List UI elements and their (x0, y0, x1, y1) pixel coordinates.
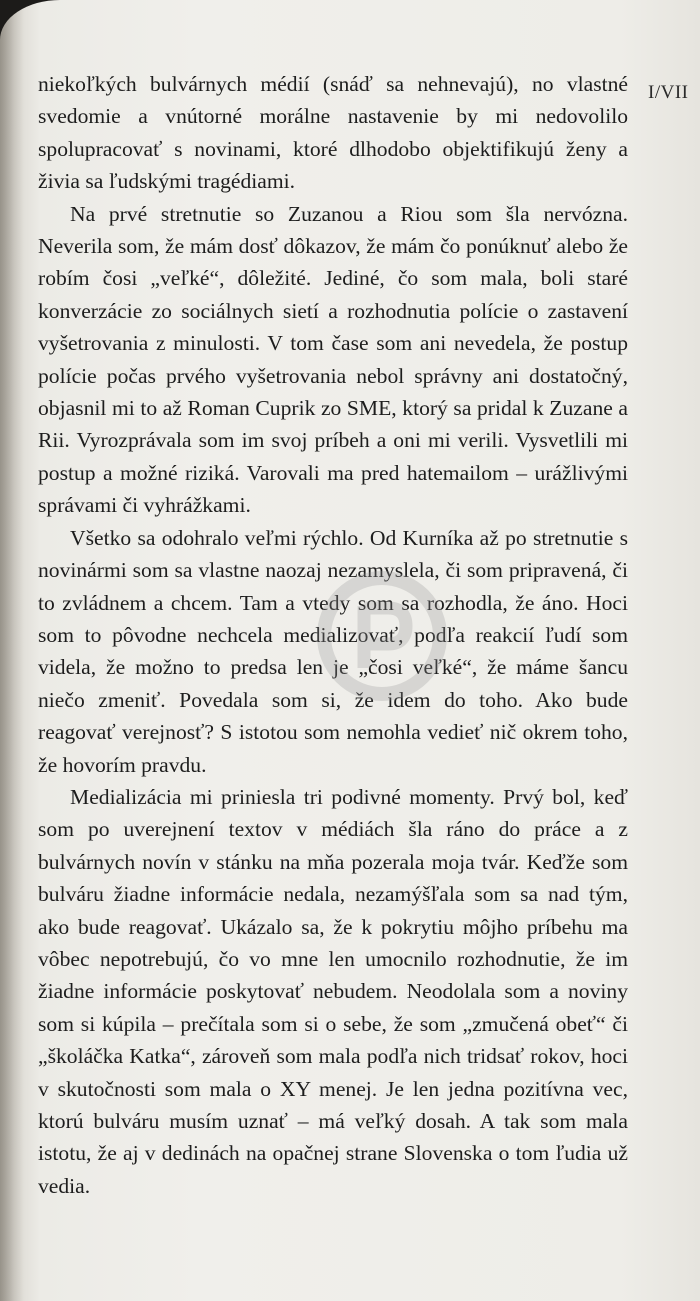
paragraph-2: Na prvé stretnutie so Zuzanou a Riou som šla nervózna. Neverila som, že mám dosť dôkazov, že mám čo ponúknuť alebo že robím čosi „veľké“, dôležité. Jediné, čo som mala, boli staré konverzácie zo sociálnych sietí a rozhodnutia polície o zastavení vyšetrovania z minulosti. V tom čase som ani nevedela, že postup polície počas prvého vyšetrovania nebol správny ani dostatočný, objasnil mi to až Roman Cuprik zo SME, ktorý sa pridal k Zuzane a Rii. Vyrozprávala som im svoj príbeh a oni mi verili. Vysvetlili mi postup a možné riziká. Varovali ma pred hatemailom – urážlivými správami či vyhrážkami. (38, 201, 628, 518)
paragraph-3: Všetko sa odohralo veľmi rýchlo. Od Kurníka až po stretnutie s novinármi som sa vlastne naozaj nezamyslela, či som pripravená, či to zvládnem a chcem. Tam a vtedy som sa rozhodla, že áno. Hoci som to pôvodne nechcela medializovať, podľa reakcií ľudí som videla, že možno to predsa len je „čosi veľké“, že máme šancu niečo zmeniť. Povedala som si, že idem do toho. Ako bude reagovať verejnosť? S istotou som nemohla vedieť nič okrem toho, že hovorím pravdu. (38, 525, 628, 777)
paragraph-4: Medializácia mi priniesla tri podivné momenty. Prvý bol, keď som po uverejnení textov v médiách šla ráno do práce a z bulvárnych novín v stánku na mňa pozerala moja tvár. Keďže som bulváru žiadne informácie nedala, nezamýšľala som sa nad tým, ako bude reagovať. Ukázalo sa, že k pokrytiu môjho príbehu ma vôbec nepotrebujú, čo vo mne len umocnilo rozhodnutie, že im žiadne informácie poskytovať nebudem. Neodolala som a noviny som si kúpila – prečítala som si o sebe, že som „zmučená obeť“ či „školáčka Katka“, zároveň som mala podľa nich tridsať rokov, hoci v skutočnosti som mala o XY menej. Je len jedna pozitívna vec, ktorú bulváru musím uznať – má veľký dosah. A tak som mala istotu, že aj v dedinách na opačnej strane Slovenska o tom ľudia už vedia. (38, 784, 628, 1198)
page-gutter-shadow (0, 0, 24, 1301)
body-text (38, 68, 628, 1202)
section-marker: I/VII (648, 82, 689, 103)
paragraph-1: niekoľkých bulvárnych médií (snáď sa nehnevajú), no vlastné svedomie a vnútorné morálne nastavenie by mi nedovolilo spolupracovať s novinami, ktoré dlhodobo objektifikujú ženy a živia sa ľudskými tragédiami. (38, 72, 628, 194)
